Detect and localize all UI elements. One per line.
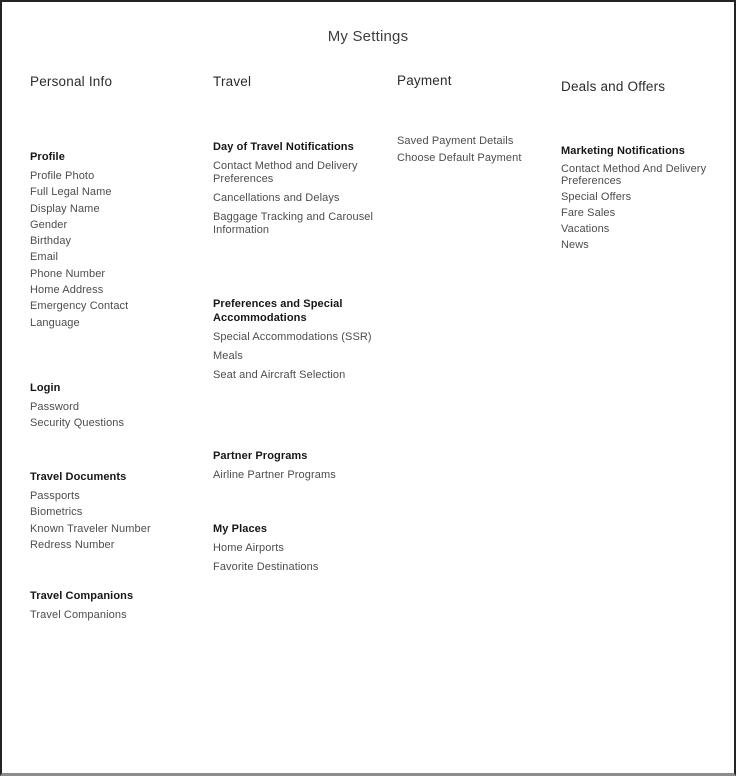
settings-link-language[interactable]: Language: [30, 316, 80, 329]
settings-link-favorite-destinations[interactable]: Favorite Destinations: [213, 561, 319, 573]
settings-link-known-traveler-number[interactable]: Known Traveler Number: [30, 522, 151, 535]
settings-link-choose-default-payment[interactable]: Choose Default Payment: [397, 151, 522, 164]
settings-link-saved-payment-details[interactable]: Saved Payment Details: [397, 135, 514, 147]
settings-link-profile-photo[interactable]: Profile Photo: [30, 170, 95, 182]
settings-link-contact-method-and-delivery-preferences[interactable]: Contact Method And Delivery Preferences: [561, 163, 707, 187]
settings-link-cancellations-and-delays[interactable]: Cancellations and Delays: [213, 192, 340, 204]
settings-link-seat-and-aircraft-selection[interactable]: Seat and Aircraft Selection: [213, 369, 346, 381]
section-payment-links: [397, 133, 557, 166]
column-header-travel: Travel: [213, 74, 252, 89]
settings-link-phone-number[interactable]: Phone Number: [30, 267, 106, 280]
settings-link-biometrics[interactable]: Biometrics: [30, 506, 83, 519]
settings-link-full-legal-name[interactable]: Full Legal Name: [30, 186, 112, 199]
section-title-day-of-travel-notifications: Day of Travel Notifications: [213, 141, 354, 153]
settings-link-special-offers[interactable]: Special Offers: [561, 191, 632, 203]
settings-link-home-airports[interactable]: Home Airports: [213, 542, 284, 554]
section-items-day-of-travel-notifications: [213, 160, 381, 237]
section-items-marketing-notifications: [561, 163, 713, 251]
settings-link-security-questions[interactable]: Security Questions: [30, 417, 125, 430]
section-login: [30, 381, 195, 432]
settings-link-travel-companions[interactable]: Travel Companions: [30, 609, 127, 621]
settings-link-fare-sales[interactable]: Fare Sales: [561, 207, 616, 219]
settings-link-special-accommodations-ssr[interactable]: Special Accommodations (SSR): [213, 331, 372, 343]
settings-link-meals[interactable]: Meals: [213, 350, 243, 362]
settings-link-gender[interactable]: Gender: [30, 218, 68, 231]
column-header-payment: Payment: [397, 73, 452, 88]
section-travel-companions: [30, 589, 195, 623]
column-header-personal-info: Personal Info: [30, 74, 113, 89]
section-title-travel-documents: Travel Documents: [30, 471, 127, 483]
section-items-travel-documents: [30, 488, 195, 553]
settings-link-redress-number[interactable]: Redress Number: [30, 538, 115, 551]
settings-link-vacations[interactable]: Vacations: [561, 223, 610, 235]
section-title-profile: Profile: [30, 151, 65, 163]
page-title: My Settings: [327, 28, 409, 45]
section-items-travel-companions: [30, 607, 195, 623]
settings-link-contact-method-and-delivery-preferences[interactable]: Contact Method and Delivery Preferences: [213, 160, 358, 185]
section-partner-programs: [213, 449, 381, 488]
section-title-partner-programs: Partner Programs: [213, 450, 308, 462]
settings-link-passports[interactable]: Passports: [30, 490, 80, 502]
settings-link-birthday[interactable]: Birthday: [30, 235, 72, 248]
section-travel-documents: [30, 470, 195, 553]
settings-link-home-address[interactable]: Home Address: [30, 284, 104, 297]
section-preferences-and-special-accommodations: [213, 297, 381, 388]
section-title-travel-companions: Travel Companions: [30, 590, 134, 602]
section-items-login: [30, 399, 195, 432]
section-items-payment-links: [397, 133, 557, 166]
section-title-my-places: My Places: [213, 523, 268, 535]
section-title-marketing-notifications: Marketing Notifications: [561, 145, 685, 157]
settings-link-password[interactable]: Password: [30, 401, 80, 413]
section-items-profile: [30, 168, 195, 331]
section-marketing-notifications: [561, 144, 713, 255]
section-day-of-travel-notifications: [213, 140, 381, 243]
settings-link-news[interactable]: News: [561, 239, 589, 251]
section-title-preferences-and-special-accommodations: Preferences and Special Accommodations: [213, 298, 343, 324]
section-items-my-places: [213, 542, 381, 574]
settings-link-airline-partner-programs[interactable]: Airline Partner Programs: [213, 469, 336, 481]
section-my-places: [213, 522, 381, 580]
settings-link-baggage-tracking-and-carousel-information[interactable]: Baggage Tracking and Carousel Information: [213, 211, 374, 236]
section-profile: [30, 150, 195, 331]
section-items-partner-programs: [213, 469, 381, 482]
section-title-login: Login: [30, 382, 61, 394]
settings-link-display-name[interactable]: Display Name: [30, 202, 100, 215]
settings-link-email[interactable]: Email: [30, 251, 59, 264]
section-items-preferences-and-special-accommodations: [213, 331, 381, 382]
settings-link-emergency-contact[interactable]: Emergency Contact: [30, 300, 129, 313]
column-header-deals-and-offers: Deals and Offers: [561, 79, 666, 94]
